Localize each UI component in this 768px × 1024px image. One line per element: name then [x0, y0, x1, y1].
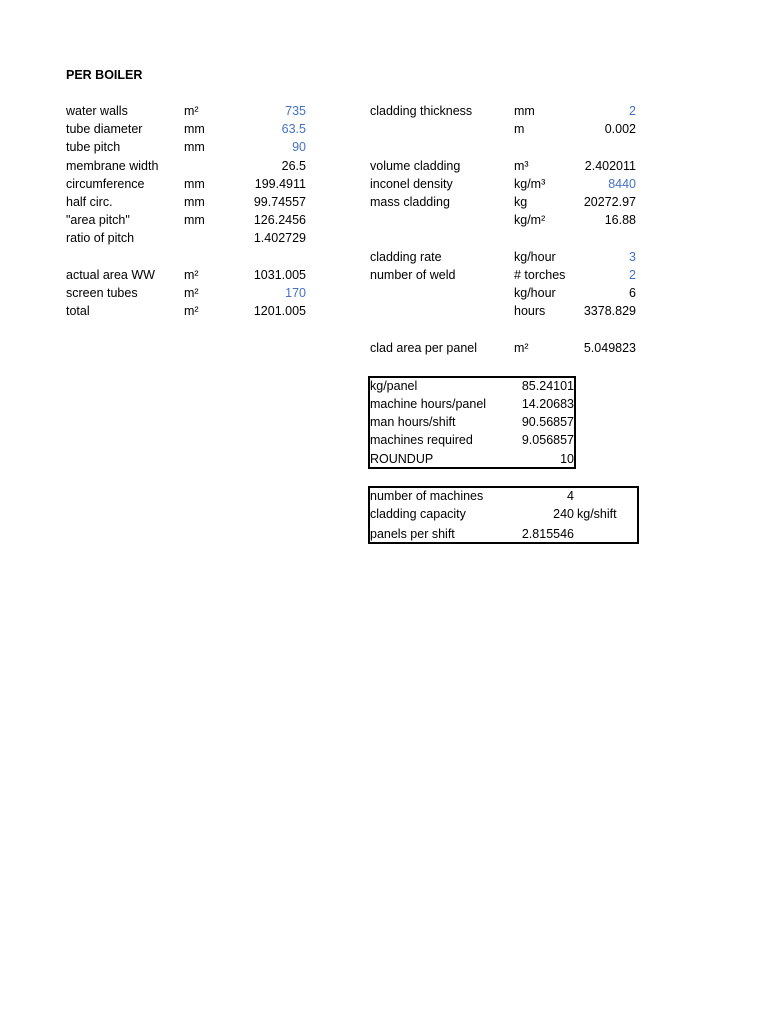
left-label: actual area WW [66, 268, 155, 282]
box2-label: cladding capacity [370, 507, 466, 521]
box1-value[interactable]: 90.56857 [521, 415, 574, 429]
right-value[interactable]: 3378.829 [583, 304, 636, 318]
right-unit: kg/hour [514, 286, 556, 300]
left-value[interactable]: 170 [285, 286, 306, 300]
left-unit: mm [184, 195, 205, 209]
right-value[interactable]: 0.002 [604, 122, 636, 136]
right-value[interactable]: 20272.97 [583, 195, 636, 209]
left-value[interactable]: 199.4911 [254, 177, 306, 191]
left-label: screen tubes [66, 286, 138, 300]
box1-label: machines required [370, 433, 473, 447]
left-label: tube diameter [66, 122, 143, 136]
right-value[interactable]: 8440 [608, 177, 636, 191]
left-label: membrane width [66, 159, 159, 173]
right-unit: kg/hour [514, 250, 556, 264]
right-label: volume cladding [370, 159, 461, 173]
left-value[interactable]: 63.5 [281, 122, 306, 136]
left-value[interactable]: 26.5 [281, 159, 306, 173]
box2-unit: kg/shift [577, 507, 617, 521]
right-value[interactable]: 3 [629, 250, 636, 264]
left-value[interactable]: 126.2456 [253, 213, 306, 227]
box2-label: panels per shift [370, 527, 455, 541]
box1-label: machine hours/panel [370, 397, 487, 411]
left-label: tube pitch [66, 140, 121, 154]
left-value[interactable]: 1201.005 [253, 304, 306, 318]
right-label: mass cladding [370, 195, 450, 209]
right-unit: kg/m³ [514, 177, 546, 191]
right-unit: hours [514, 304, 546, 318]
right-value[interactable]: 6 [629, 286, 636, 300]
box1-label: man hours/shift [370, 415, 456, 429]
box1-value[interactable]: 14.20683 [521, 397, 574, 411]
right-unit: # torches [514, 268, 566, 282]
left-value[interactable]: 90 [292, 140, 306, 154]
right-unit: m [514, 122, 525, 136]
left-unit: mm [184, 213, 205, 227]
right-label: clad area per panel [370, 341, 478, 355]
right-unit: m² [514, 341, 529, 355]
box1-label: kg/panel [370, 379, 418, 393]
right-value[interactable]: 2 [629, 104, 636, 118]
left-unit: mm [184, 177, 205, 191]
left-value[interactable]: 735 [285, 104, 306, 118]
box1-value[interactable]: 9.056857 [521, 433, 574, 447]
left-label: water walls [66, 104, 128, 118]
right-label: cladding rate [370, 250, 442, 264]
right-label: inconel density [370, 177, 453, 191]
left-unit: mm [184, 122, 205, 136]
right-unit: m³ [514, 159, 529, 173]
left-unit: m² [184, 304, 199, 318]
right-value[interactable]: 5.049823 [583, 341, 636, 355]
box1-value[interactable]: 85.24101 [521, 379, 574, 393]
left-value[interactable]: 1031.005 [253, 268, 306, 282]
box1-value[interactable]: 10 [560, 452, 574, 466]
box2-value[interactable]: 2.815546 [521, 527, 574, 541]
right-unit: kg [514, 195, 528, 209]
left-label: circumference [66, 177, 145, 191]
left-unit: mm [184, 140, 205, 154]
sheet-title: PER BOILER [66, 68, 143, 82]
right-unit: kg/m² [514, 213, 546, 227]
left-unit: m² [184, 104, 199, 118]
left-value[interactable]: 99.74557 [253, 195, 306, 209]
right-value[interactable]: 16.88 [604, 213, 636, 227]
left-label: ratio of pitch [66, 231, 135, 245]
left-label: half circ. [66, 195, 113, 209]
left-unit: m² [184, 286, 199, 300]
box1-label: ROUNDUP [370, 452, 434, 466]
left-label: total [66, 304, 90, 318]
left-unit: m² [184, 268, 199, 282]
left-label: "area pitch" [66, 213, 130, 227]
box2-label: number of machines [370, 489, 484, 503]
left-value[interactable]: 1.402729 [253, 231, 306, 245]
right-value[interactable]: 2 [629, 268, 636, 282]
right-label: cladding thickness [370, 104, 473, 118]
right-unit: mm [514, 104, 535, 118]
box2-value[interactable]: 240 [553, 507, 574, 521]
box2-value[interactable]: 4 [567, 489, 574, 503]
right-value[interactable]: 2.402011 [584, 159, 636, 173]
right-label: number of weld [370, 268, 456, 282]
